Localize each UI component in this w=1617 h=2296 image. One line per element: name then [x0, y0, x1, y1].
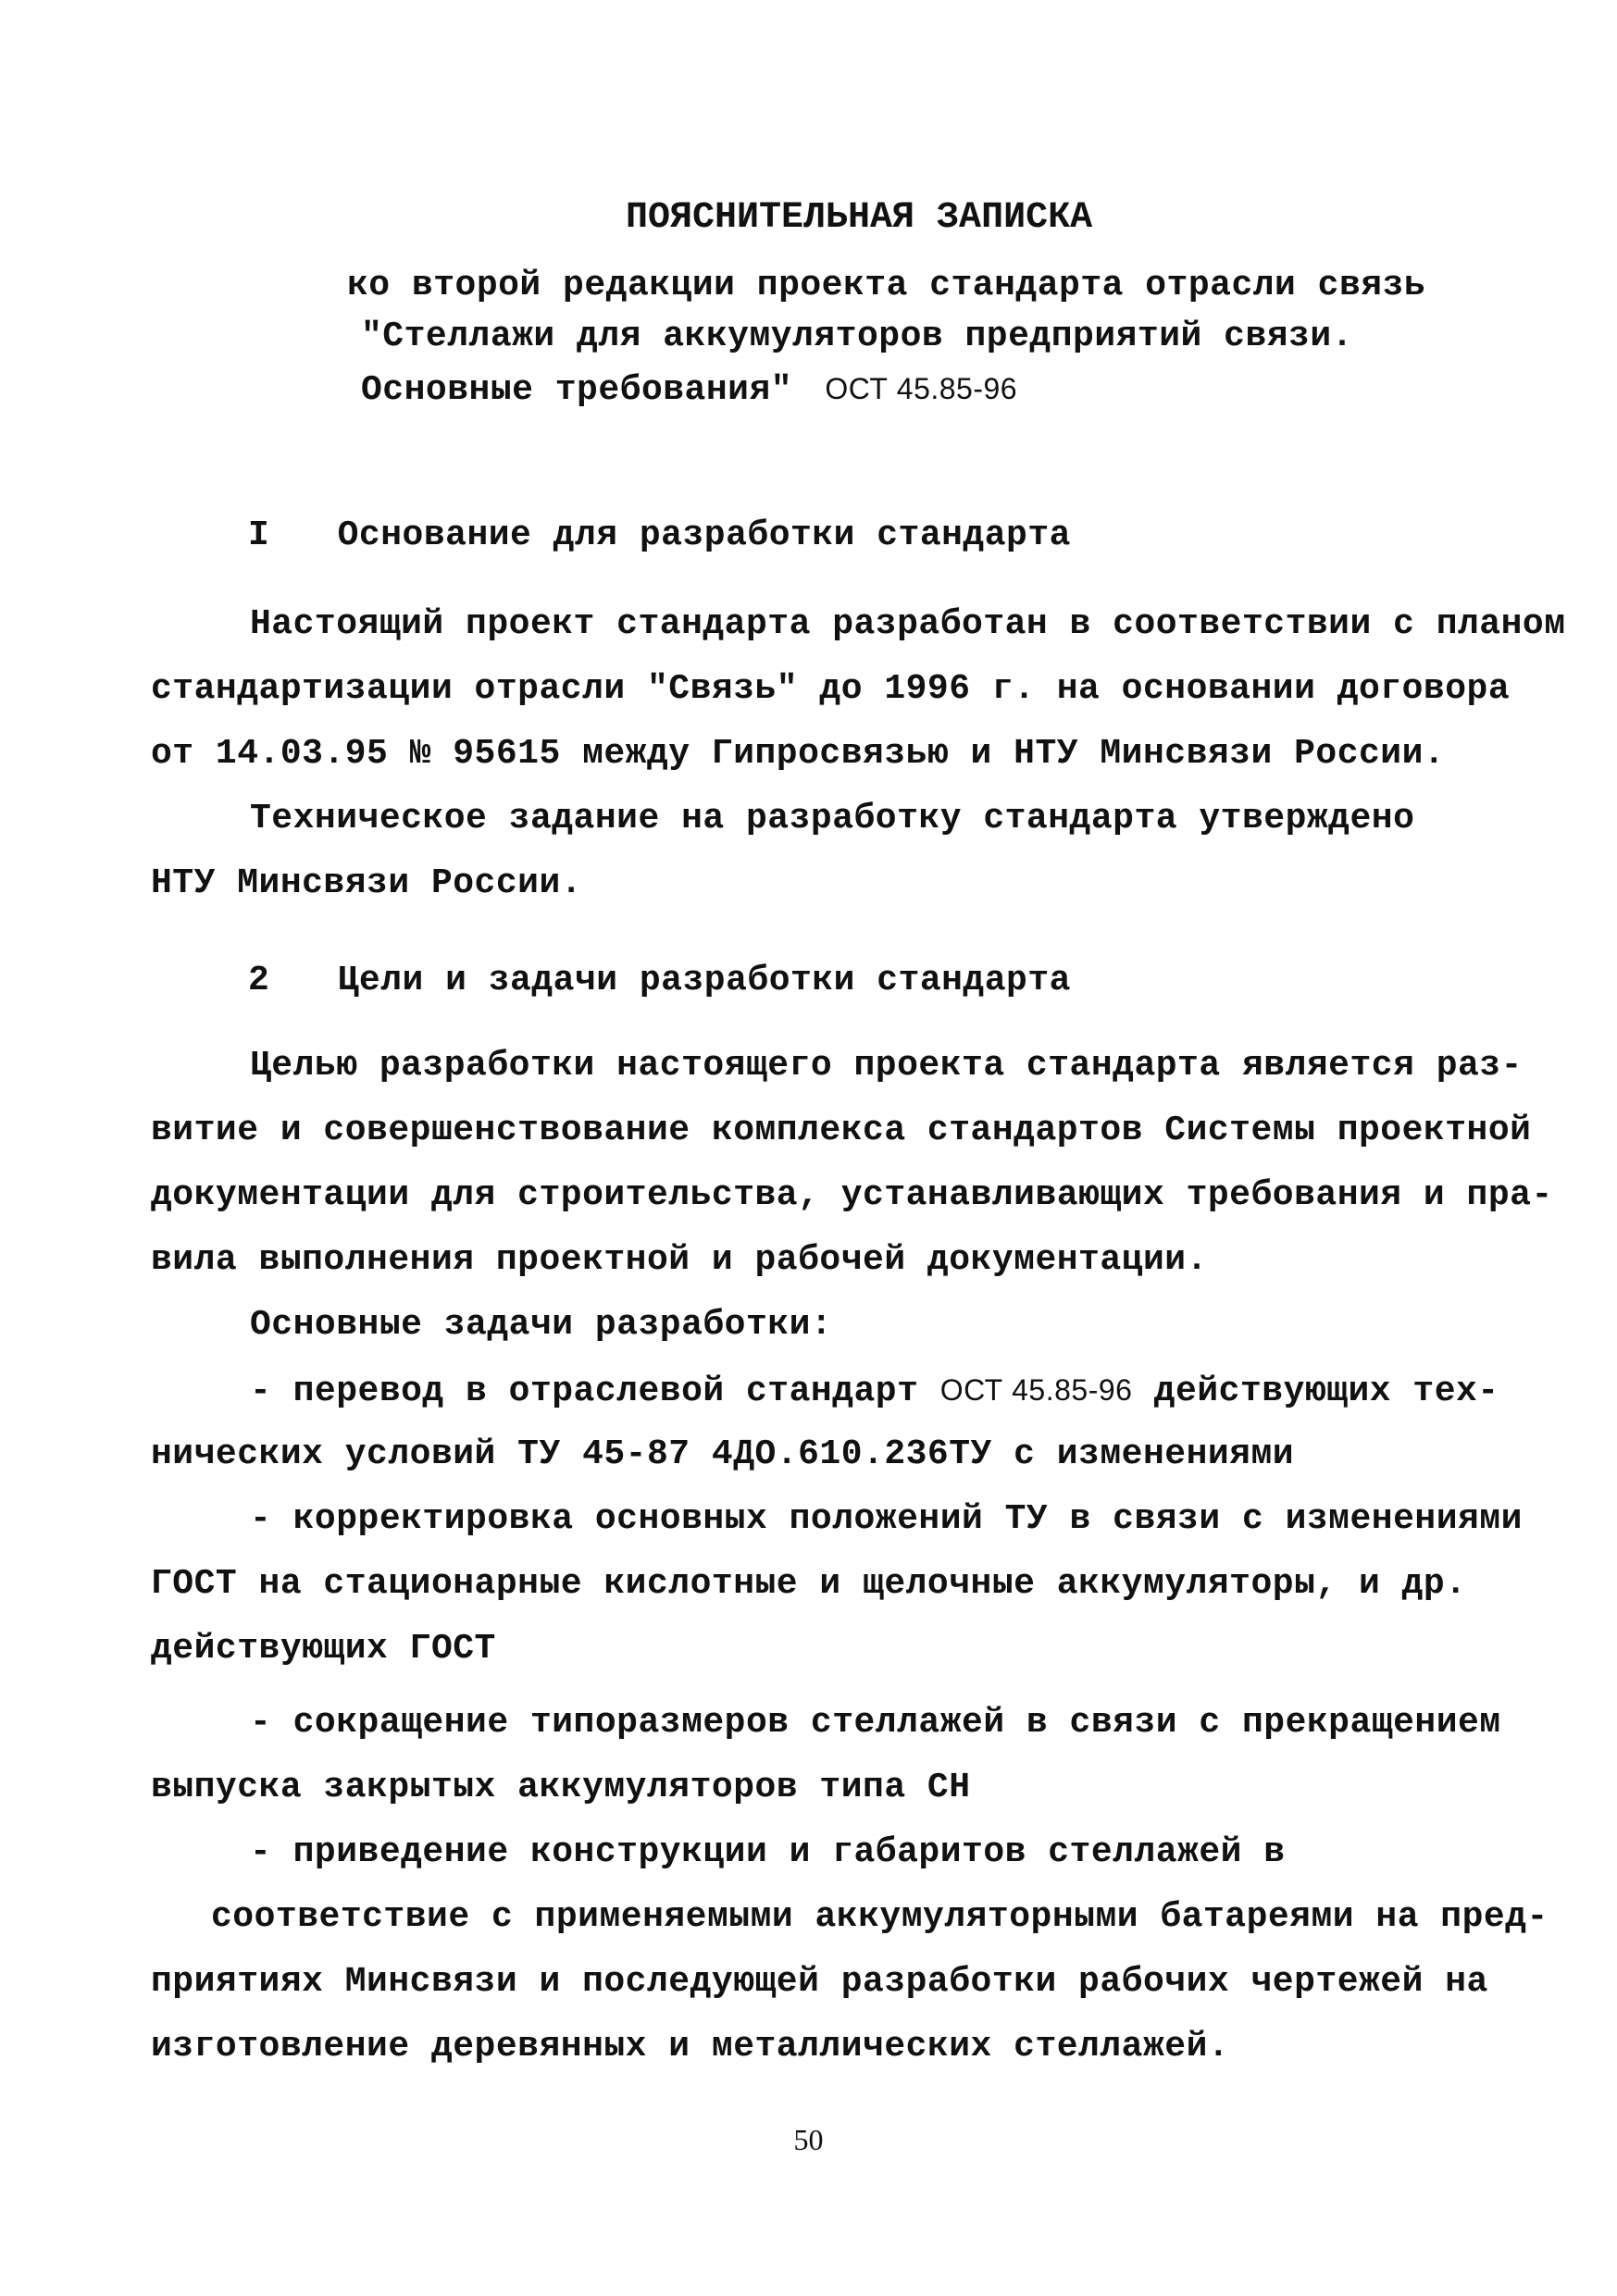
section-2-title: Цели и задачи разработки стандарта [337, 961, 1071, 1000]
task-1-prefix: - перевод в отраслевой стандарт [250, 1371, 919, 1411]
subtitle-line-3 [361, 366, 1017, 413]
task-2-line: действующих ГОСТ [151, 1629, 496, 1669]
section-1-line: Техническое задание на разработку стандарта утверждено [250, 799, 1415, 838]
task-1 [250, 1368, 1499, 1414]
task-2-line: ГОСТ на стационарные кислотные и щелочные аккумуляторы, и др. [151, 1564, 1467, 1604]
task-4-line: соответствие с применяемыми аккумуляторными батареями на пред- [211, 1897, 1549, 1937]
section-2-heading [248, 959, 1071, 1003]
subtitle-line-1: ко второй редакции проекта стандарта отрасли связь [347, 266, 1426, 305]
section-2-line: Целью разработки настоящего проекта стандарта является раз- [250, 1046, 1523, 1086]
section-1-line: стандартизации отрасли "Связь" до 1996 г. на основании договора [151, 669, 1511, 709]
subtitle-line-2: "Стеллажи для аккумуляторов предприятий связи. [361, 316, 1353, 356]
subtitle-requirements: Основные требования" [361, 370, 793, 410]
section-1-number: I [248, 515, 270, 555]
task-4-line: - приведение конструкции и габаритов стеллажей в [250, 1832, 1286, 1872]
section-1-line: Настоящий проект стандарта разработан в соответствии с планом [250, 604, 1566, 644]
section-1-heading [248, 514, 1071, 558]
section-1-line: от 14.03.95 № 95615 между Гипросвязью и НТУ Минсвязи России. [151, 734, 1446, 774]
task-4-line: приятиях Минсвязи и последующей разработки рабочих чертежей на [151, 1962, 1488, 2002]
document-title: ПОЯСНИТЕЛЬНАЯ ЗАПИСКА [626, 197, 1093, 239]
task-3-line: - сокращение типоразмеров стеллажей в связи с прекращением [250, 1703, 1501, 1743]
section-2-line: Основные задачи разработки: [250, 1305, 833, 1345]
section-1-title: Основание для разработки стандарта [337, 515, 1071, 555]
task-1-suffix: действующих тех- [1153, 1371, 1499, 1411]
task-2-line: - корректировка основных положений ТУ в связи с изменениями [250, 1499, 1523, 1539]
standard-designation: ОСТ 45.85-96 [825, 372, 1018, 405]
section-2-line: витие и совершенствование комплекса стандартов Системы проектной [151, 1111, 1532, 1150]
task-1-designation: ОСТ 45.85-96 [939, 1373, 1133, 1407]
section-2-number: 2 [248, 961, 270, 1000]
section-2-line: вила выполнения проектной и рабочей документации. [151, 1240, 1208, 1280]
section-1-line: НТУ Минсвязи России. [151, 863, 583, 903]
page-number: 50 [793, 2123, 824, 2156]
task-3-line: выпуска закрытых аккумуляторов типа СН [151, 1768, 971, 1807]
task-4-line: изготовление деревянных и металлических стеллажей. [151, 2027, 1230, 2066]
task-1-continuation: нических условий ТУ 45-87 4ДО.610.236ТУ с изменениями [151, 1434, 1295, 1474]
section-2-line: документации для строительства, устанавливающих требования и пра- [151, 1175, 1553, 1215]
